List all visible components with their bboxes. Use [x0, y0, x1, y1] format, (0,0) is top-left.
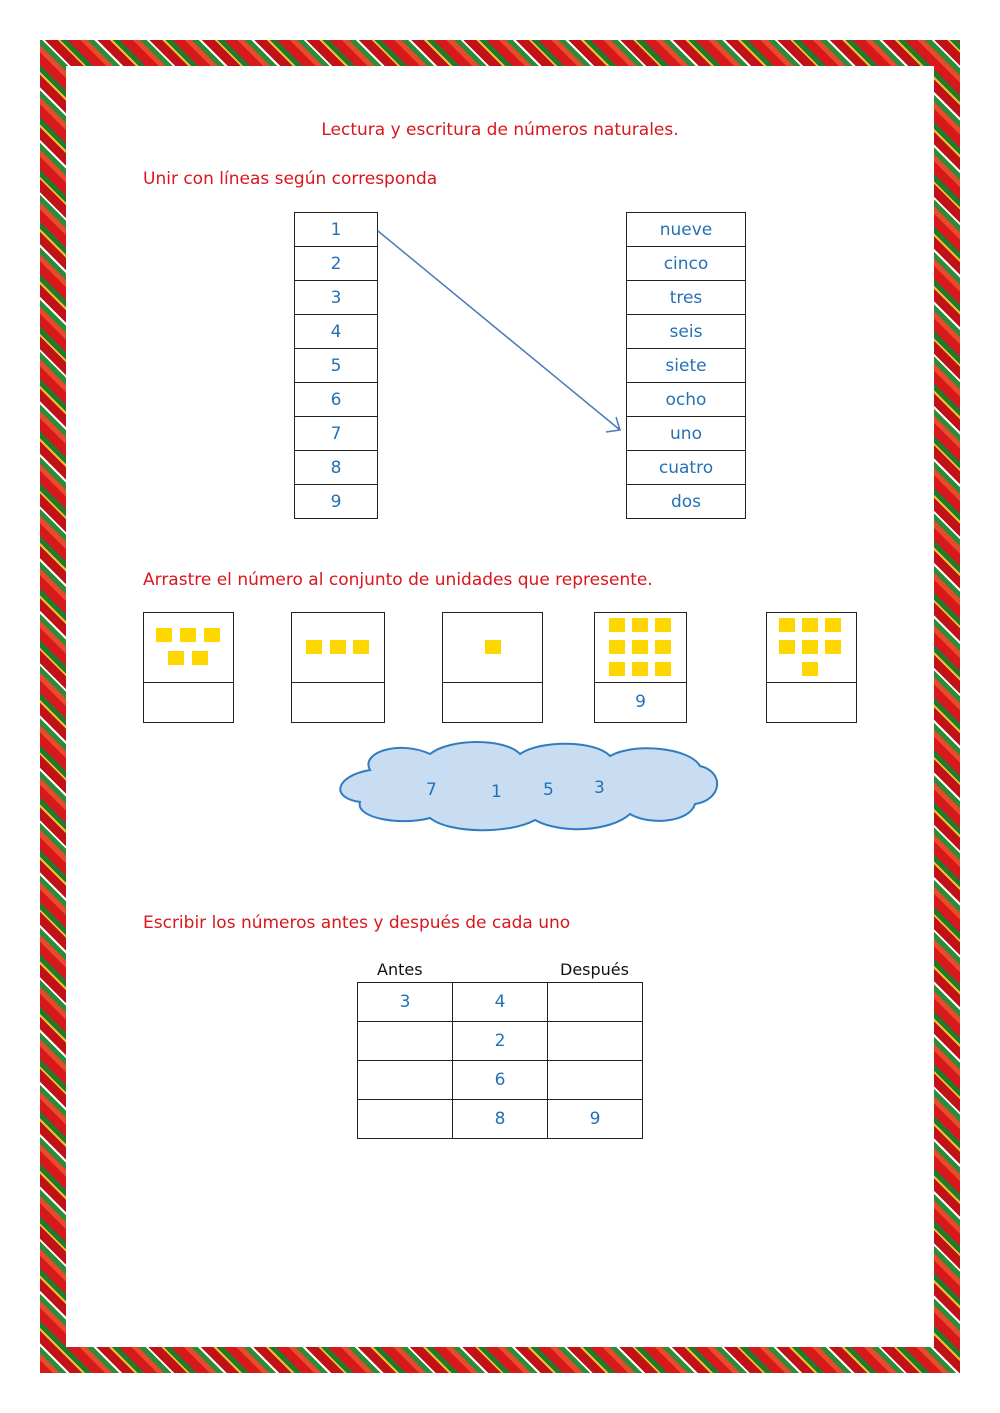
before-cell[interactable]: 3 [358, 983, 453, 1022]
word-cell-siete[interactable]: siete [626, 349, 746, 383]
page-title: Lectura y escritura de números naturales. [321, 120, 679, 140]
before-cell[interactable] [358, 1022, 453, 1061]
table-row [358, 1022, 643, 1061]
number-cell-8[interactable]: 8 [294, 451, 378, 485]
word-cell-ocho[interactable]: ocho [626, 383, 746, 417]
after-cell[interactable] [548, 983, 643, 1022]
before-after-instruction: Escribir los números antes y después de cada uno [143, 913, 571, 933]
number-cell-7[interactable]: 7 [294, 417, 378, 451]
word-cell-cuatro[interactable]: cuatro [626, 451, 746, 485]
table-row [358, 983, 643, 1022]
before-cell[interactable] [358, 1061, 453, 1100]
number-cell-6[interactable]: 6 [294, 383, 378, 417]
header-after: Después [560, 960, 629, 979]
number-cell: 2 [453, 1022, 548, 1061]
draggable-number-1[interactable]: 1 [491, 782, 502, 802]
before-cell[interactable] [358, 1100, 453, 1139]
number-cell-9[interactable]: 9 [294, 485, 378, 519]
word-cell-seis[interactable]: seis [626, 315, 746, 349]
after-cell[interactable]: 9 [548, 1100, 643, 1139]
number-cell-2[interactable]: 2 [294, 247, 378, 281]
word-cell-uno[interactable]: uno [626, 417, 746, 451]
number-cell-5[interactable]: 5 [294, 349, 378, 383]
word-cell-dos[interactable]: dos [626, 485, 746, 519]
number-cell: 6 [453, 1061, 548, 1100]
table-row [358, 1061, 643, 1100]
table-row [358, 1100, 643, 1139]
word-cell-tres[interactable]: tres [626, 281, 746, 315]
number-cell-1[interactable]: 1 [294, 213, 378, 247]
match-instruction: Unir con líneas según corresponda [143, 169, 438, 189]
after-cell[interactable] [548, 1022, 643, 1061]
number-cell-4[interactable]: 4 [294, 315, 378, 349]
draggable-number-7[interactable]: 7 [426, 780, 437, 800]
drop-zone[interactable]: 9 [635, 692, 646, 712]
header-before: Antes [377, 960, 423, 979]
before-after-table [357, 982, 643, 1139]
word-cell-cinco[interactable]: cinco [626, 247, 746, 281]
drag-instruction: Arrastre el número al conjunto de unidades que represente. [143, 570, 653, 590]
draggable-number-5[interactable]: 5 [543, 780, 554, 800]
number-cell-3[interactable]: 3 [294, 281, 378, 315]
after-cell[interactable] [548, 1061, 643, 1100]
draggable-number-3[interactable]: 3 [594, 778, 605, 798]
number-cell: 4 [453, 983, 548, 1022]
number-cell: 8 [453, 1100, 548, 1139]
word-cell-nueve[interactable]: nueve [626, 213, 746, 247]
